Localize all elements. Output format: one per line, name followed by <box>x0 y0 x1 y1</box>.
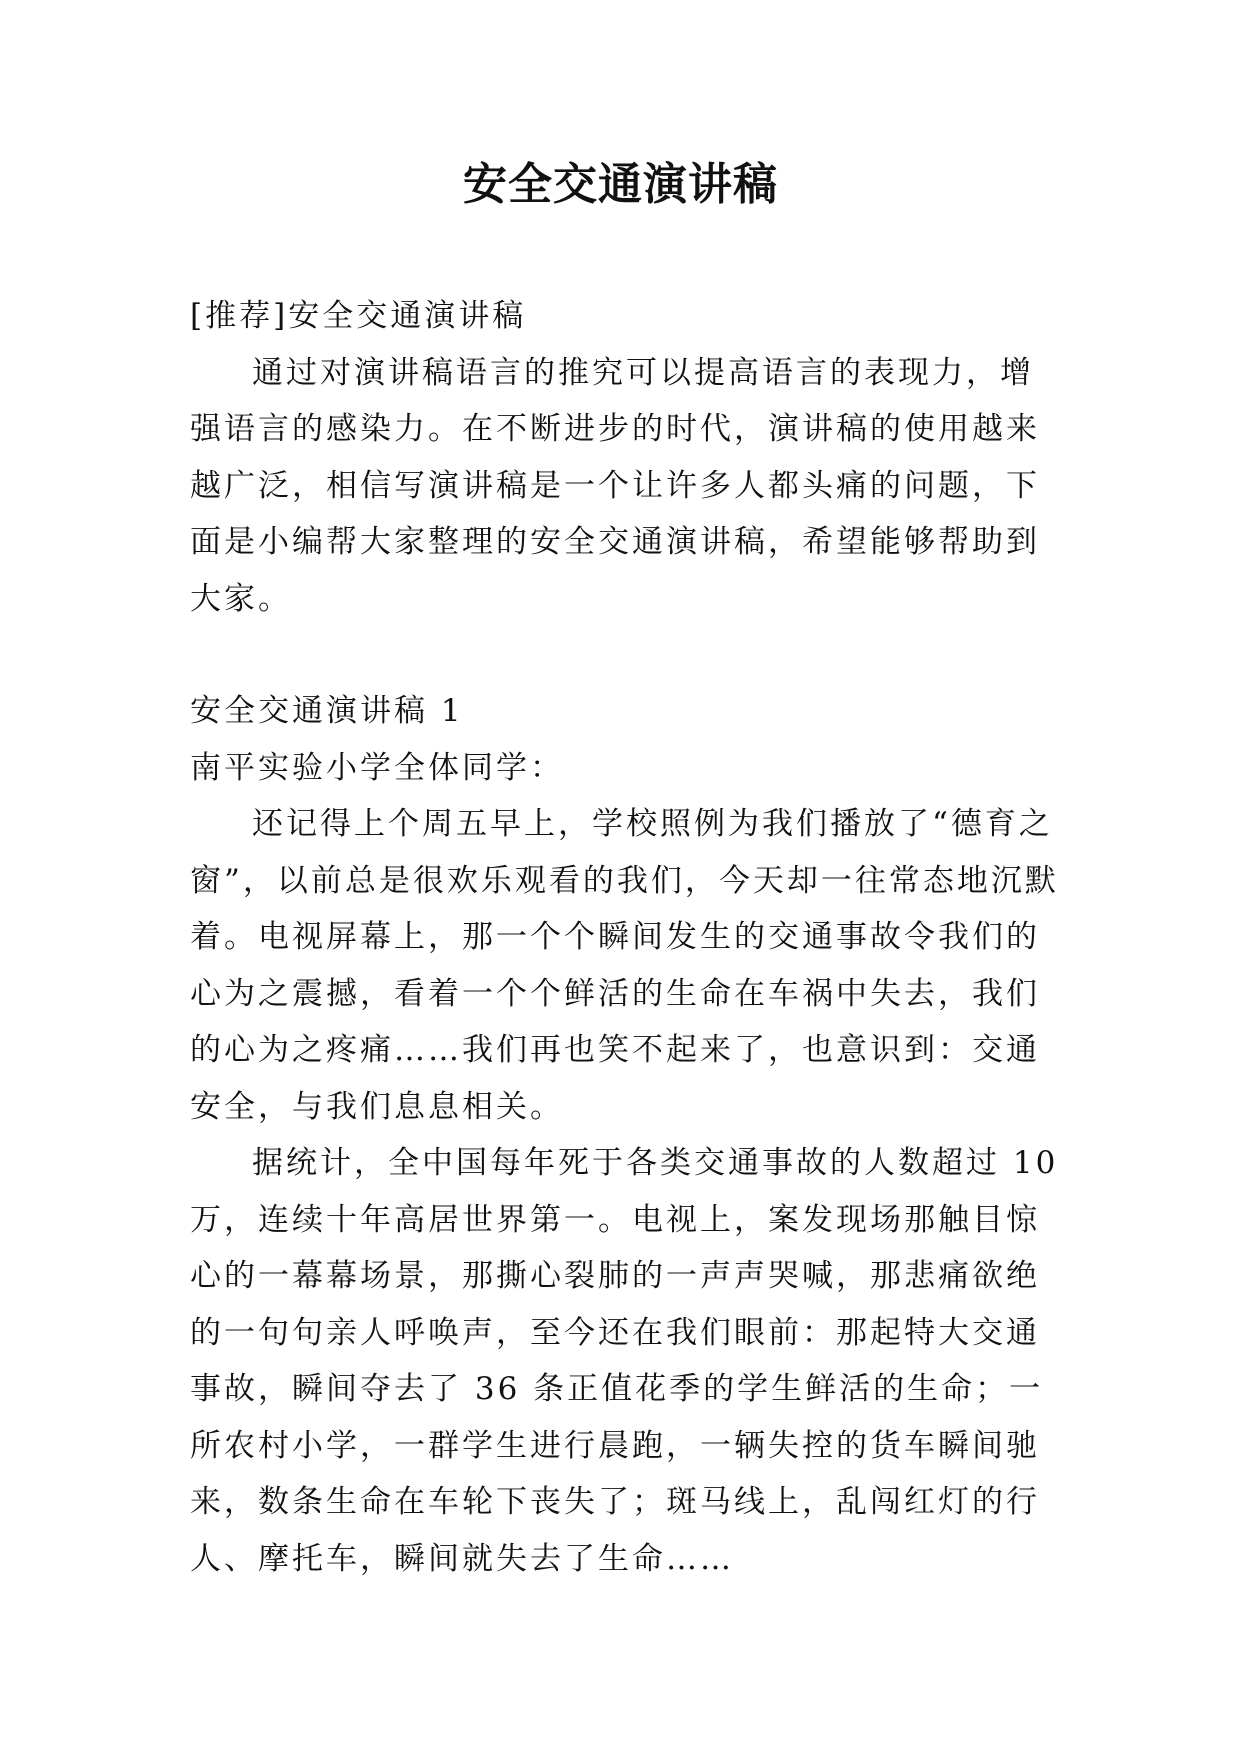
body-paragraph-1: 还记得上个周五早上，学校照例为我们播放了“德育之窗”，以前总是很欢乐观看的我们，今天却一往常态地沉默着。电视屏幕上，那一个个瞬间发生的交通事故令我们的心为之震撼，看着一个个鲜活的生命在车祸中失去，我们的心为之疼痛……我们再也笑不起来了，也意识到：交通安全，与我们息息相关。 <box>190 806 1059 1125</box>
document-body <box>190 288 1060 1587</box>
tag-line: [推荐]安全交通演讲稿 <box>190 298 527 334</box>
section-heading: 安全交通演讲稿 1 <box>190 693 464 729</box>
salutation: 南平实验小学全体同学： <box>190 749 564 786</box>
intro-paragraph: 通过对演讲稿语言的推究可以提高语言的表现力，增强语言的感染力。在不断进步的时代，演讲稿的使用越来越广泛，相信写演讲稿是一个让许多人都头痛的问题，下面是小编帮大家整理的安全交通演讲稿，希望能够帮助到大家。 <box>190 354 1040 617</box>
document-title: 安全交通演讲稿 <box>463 159 778 210</box>
body-paragraph-2: 据统计，全中国每年死于各类交通事故的人数超过 10 万，连续十年高居世界第一。电视上，案发现场那触目惊心的一幕幕场景，那撕心裂肺的一声声哭喊，那悲痛欲绝的一句句亲人呼唤声，至今还在我们眼前：那起特大交通事故，瞬间夺去了 36 条正值花季的学生鲜活的生命；一所农村小学，一群学生进行晨跑，一辆失控的货车瞬间驰来，数条生命在车轮下丧失了；斑马线上，乱闯红灯的行人、摩托车，瞬间就失去了生命…… <box>190 1145 1059 1577</box>
paragraph-spacer <box>190 627 1060 683</box>
